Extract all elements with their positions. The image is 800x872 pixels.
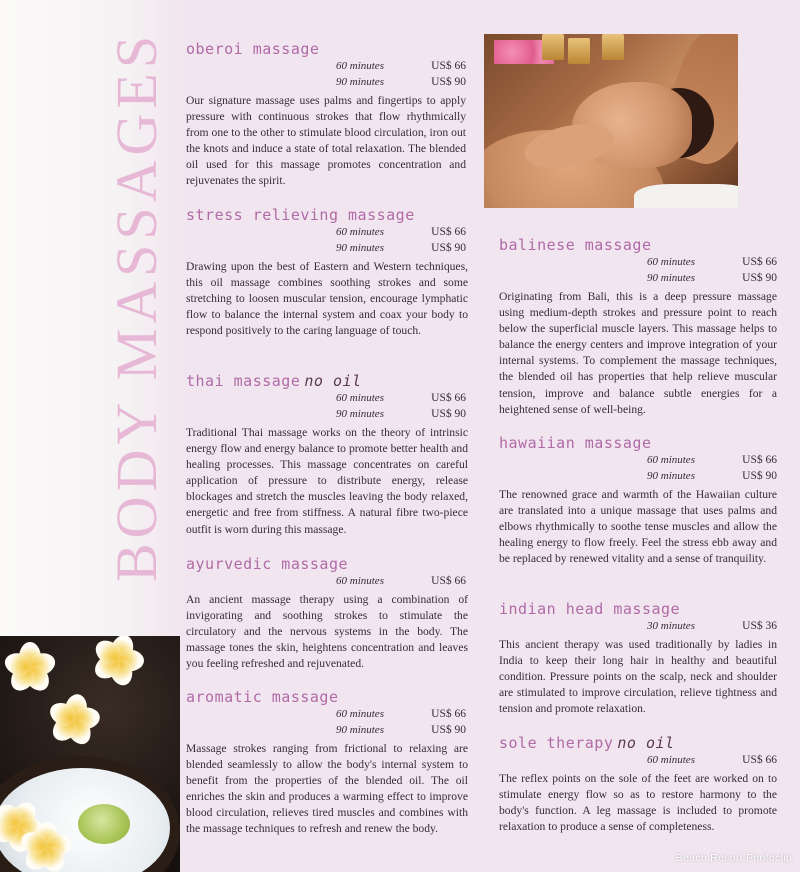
price: US$ 90: [431, 408, 466, 420]
price-row: [499, 270, 777, 286]
price: US$ 90: [431, 76, 466, 88]
duration: 60 minutes: [647, 256, 695, 268]
treatment-description: Our signature massage uses palms and fingertips to apply pressure with continuous strokes that flow rhythmically from one to the other to stimulate blood circulation, iron out the knots and induce a state of total relaxation. The blended oil used for this massage promotes concentration and rejuvenates the spirit.: [186, 94, 466, 188]
treatment-description: Traditional Thai massage works on the theory of intrinsic energy flow and energy balance to promote better health and healing processes. This massage concentrates on careful application of pressure to distribute energy, release blockages and stretch the muscles leaving the body relaxed, energetic and free from stiffness. A natural fibre two-piece outfit is worn during this massage.: [186, 426, 468, 536]
treatment-thai-massage: [186, 372, 468, 538]
duration: 60 minutes: [336, 708, 384, 720]
price-row: [186, 390, 468, 406]
price-row: [499, 752, 777, 768]
price-row: [186, 722, 468, 738]
price-row: [186, 706, 468, 722]
price: US$ 66: [431, 226, 466, 238]
massage-photo: [484, 34, 738, 208]
price: US$ 90: [742, 272, 777, 284]
treatment-balinese-massage: [499, 236, 777, 418]
price: US$ 90: [742, 470, 777, 482]
price: US$ 66: [431, 708, 466, 720]
treatment-sole-therapy: [499, 734, 777, 835]
price-row: [186, 74, 466, 90]
duration: 90 minutes: [647, 470, 695, 482]
duration: 60 minutes: [336, 392, 384, 404]
vertical-page-title: BODY MASSAGES: [104, 30, 169, 582]
duration: 60 minutes: [336, 226, 384, 238]
treatment-title: balinese massage: [499, 236, 652, 254]
price-row: [499, 254, 777, 270]
treatment-title: aromatic massage: [186, 688, 339, 706]
price-row: [499, 618, 777, 634]
flower-icon: [48, 694, 100, 746]
treatment-title: thai massage no oil: [186, 372, 362, 390]
price: US$ 66: [431, 392, 466, 404]
treatment-description: An ancient massage therapy using a combination of invigorating and soothing strokes to stimulate the circulatory and the nervous systems in the body. The massage tones the skin, heightens concentration and leaves you feeling refreshed and rejuvenated.: [186, 593, 468, 671]
flower-icon: [20, 822, 72, 872]
photo-glass: [542, 34, 564, 60]
price: US$ 36: [742, 620, 777, 632]
price: US$ 66: [742, 454, 777, 466]
duration: 90 minutes: [336, 76, 384, 88]
watermark: Beach Resort Photoclip: [675, 852, 792, 864]
price: US$ 66: [431, 60, 466, 72]
price-row: [186, 58, 466, 74]
treatment-indian-head-massage: [499, 600, 777, 717]
frangipani-photo: [0, 636, 180, 872]
treatment-description: Drawing upon the best of Eastern and Western techniques, this oil massage combines soothing strokes and some stretching to loosen muscular tension, encourage lymphatic flow to balance the internal system and coax your body to respond positively to the caring language of touch.: [186, 260, 468, 338]
treatment-note: no oil: [304, 372, 362, 390]
price-row: [186, 406, 468, 422]
green-balm-shape: [78, 804, 130, 844]
price-row: [499, 452, 777, 468]
photo-glass: [602, 34, 624, 60]
treatment-title: indian head massage: [499, 600, 681, 618]
treatment-title: stress relieving massage: [186, 206, 415, 224]
treatment-description: This ancient therapy was used traditionally by ladies in India to keep their long hair in healthy and beautiful condition. Pressure points on the scalp, neck and shoulder are stimulated to improve circulation, relieve tightness and tension and promote relaxation.: [499, 638, 777, 716]
duration: 90 minutes: [336, 724, 384, 736]
duration: 60 minutes: [647, 454, 695, 466]
treatment-description: Originating from Bali, this is a deep pressure massage using medium-depth strokes and pressure point to reach below the superficial muscle layers. This massage helps to balance the energy centers and improve integration of your internal systems. To complement the massage techniques, the blended oil has properties that help relieve muscular tension, improve and balance subtle energies for a heightened sense of well-being.: [499, 290, 777, 416]
duration: 90 minutes: [336, 408, 384, 420]
price: US$ 66: [742, 754, 777, 766]
price: US$ 66: [431, 575, 466, 587]
price: US$ 90: [431, 724, 466, 736]
duration: 90 minutes: [336, 242, 384, 254]
treatment-title: ayurvedic massage: [186, 555, 349, 573]
price-row: [186, 573, 468, 589]
treatment-hawaiian-massage: [499, 434, 777, 567]
duration: 60 minutes: [336, 575, 384, 587]
duration: 60 minutes: [336, 60, 384, 72]
flower-icon: [92, 636, 144, 686]
photo-glass: [568, 38, 590, 64]
treatment-title: sole therapy no oil: [499, 734, 675, 752]
treatment-ayurvedic-massage: [186, 555, 468, 672]
flower-icon: [4, 642, 56, 694]
price-row: [186, 240, 468, 256]
treatment-title: oberoi massage: [186, 40, 320, 58]
duration: 60 minutes: [647, 754, 695, 766]
treatment-description: Massage strokes ranging from frictional to relaxing are blended seamlessly to allow the body's internal system to benefit from the properties of the blended oil. The oil enriches the skin and produces a warming effect to improve blood circulation, relieves tired muscles and combines with the massage techniques to refresh and renew the body.: [186, 742, 468, 836]
treatment-oberoi-massage: [186, 40, 466, 190]
duration: 90 minutes: [647, 272, 695, 284]
duration: 30 minutes: [647, 620, 695, 632]
price-row: [186, 224, 468, 240]
price-row: [499, 468, 777, 484]
treatment-aromatic-massage: [186, 688, 468, 838]
treatment-description: The renowned grace and warmth of the Hawaiian culture are translated into a unique massage that uses palms and elbows rhythmically to soothe tense muscles and allow the healing energy to flow freely. Feel the stress ebb away and be replaced by renewed vitality and a sense of tranquility.: [499, 488, 777, 566]
price: US$ 66: [742, 256, 777, 268]
treatment-note: no oil: [617, 734, 675, 752]
photo-towel: [634, 184, 738, 208]
price: US$ 90: [431, 242, 466, 254]
treatment-stress-relieving-massage: [186, 206, 468, 339]
treatment-description: The reflex points on the sole of the feet are worked on to stimulate energy flow so as to restore harmony to the body's function. A leg massage is included to promote relaxation to produce a sense of completeness.: [499, 772, 777, 834]
treatment-title: hawaiian massage: [499, 434, 652, 452]
